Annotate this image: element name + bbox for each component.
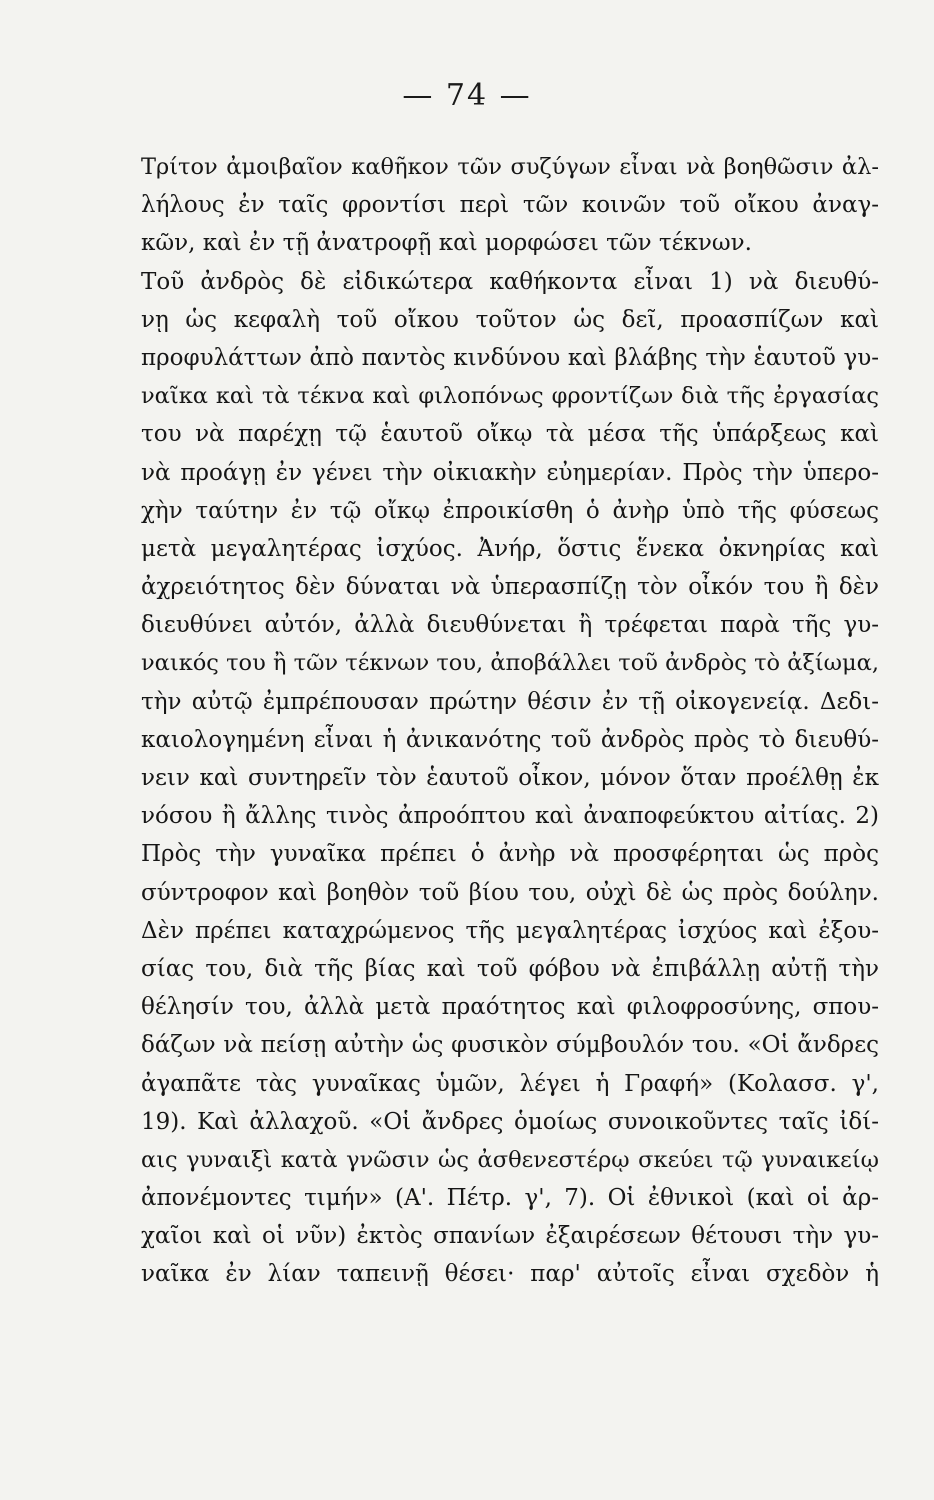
text-line: χαῖοι καὶ οἱ νῦν) ἐκτὸς σπανίων ἐξαιρέσεων θέτουσι τὴν γυ-: [141, 1223, 879, 1250]
text-line: δάζων νὰ πείσῃ αὐτὴν ὡς φυσικὸν σύμβουλόν του. «Οἱ ἄνδρες: [141, 1032, 879, 1059]
text-line: νῃ ὡς κεφαλὴ τοῦ οἴκου τοῦτον ὡς δεῖ, προασπίζων καὶ: [141, 306, 879, 333]
text-line: σίας του, διὰ τῆς βίας καὶ τοῦ φόβου νὰ ἐπιβάλλῃ αὐτῇ τὴν: [141, 955, 879, 982]
text-line: προφυλάττων ἀπὸ παντὸς κινδύνου καὶ βλάβης τὴν ἑαυτοῦ γυ-: [141, 344, 879, 371]
page-number: — 74 —: [402, 78, 532, 113]
text-line: θέλησίν του, ἀλλὰ μετὰ πραότητος καὶ φιλοφροσύνης, σπου-: [141, 994, 879, 1021]
text-line: Δὲν πρέπει καταχρώμενος τῆς μεγαλητέρας ἰσχύος καὶ ἐξου-: [141, 917, 879, 944]
text-line: σύντροφον καὶ βοηθὸν τοῦ βίου του, οὐχὶ δὲ ὡς πρὸς δούλην.: [141, 879, 879, 906]
text-line: 19). Καὶ ἀλλαχοῦ. «Οἱ ἄνδρες ὁμοίως συνοικοῦντες ταῖς ἰδί-: [141, 1108, 879, 1135]
text-line: του νὰ παρέχῃ τῷ ἑαυτοῦ οἴκῳ τὰ μέσα τῆς ὑπάρξεως καὶ: [141, 421, 879, 448]
text-line: κῶν, καὶ ἐν τῇ ἀνατροφῇ καὶ μορφώσει τῶν τέκνων.: [141, 230, 752, 257]
text-line: ναικός του ἢ τῶν τέκνων του, ἀποβάλλει τοῦ ἀνδρὸς τὸ ἀξίωμα,: [141, 650, 879, 677]
text-line: λήλους ἐν ταῖς φροντίσι περὶ τῶν κοινῶν τοῦ οἴκου ἀναγ-: [141, 192, 879, 219]
text-line: νόσου ἢ ἄλλης τινὸς ἀπροόπτου καὶ ἀναποφεύκτου αἰτίας. 2): [141, 803, 879, 830]
text-line: Πρὸς τὴν γυναῖκα πρέπει ὁ ἀνὴρ νὰ προσφέρηται ὡς πρὸς: [141, 841, 879, 868]
text-line: αις γυναιξὶ κατὰ γνῶσιν ὡς ἀσθενεστέρῳ σκεύει τῷ γυναικείῳ: [141, 1146, 879, 1173]
text-line: καιολογημένη εἶναι ἡ ἀνικανότης τοῦ ἀνδρὸς πρὸς τὸ διευθύ-: [141, 726, 879, 753]
text-line: ναῖκα καὶ τὰ τέκνα καὶ φιλοπόνως φροντίζων διὰ τῆς ἐργασίας: [141, 383, 879, 410]
text-line: ἀχρειότητος δὲν δύναται νὰ ὑπερασπίζῃ τὸν οἶκόν του ἢ δὲν: [141, 574, 879, 601]
text-line: ἀγαπᾶτε τὰς γυναῖκας ὑμῶν, λέγει ἡ Γραφή» (Κολασσ. γ',: [141, 1070, 879, 1097]
text-line: ναῖκα ἐν λίαν ταπεινῇ θέσει· παρ' αὐτοῖς εἶναι σχεδὸν ἡ: [141, 1261, 879, 1288]
body-text: [141, 148, 879, 1294]
text-line: Τρίτον ἀμοιβαῖον καθῆκον τῶν συζύγων εἶναι νὰ βοηθῶσιν ἀλ-: [141, 154, 879, 180]
text-line: Τοῦ ἀνδρὸς δὲ εἰδικώτερα καθήκοντα εἶναι 1) νὰ διευθύ-: [141, 268, 879, 295]
text-line: ἀπονέμοντες τιμήν» (Α'. Πέτρ. γ', 7). Οἱ ἐθνικοὶ (καὶ οἱ ἀρ-: [141, 1185, 879, 1212]
text-line: νειν καὶ συντηρεῖν τὸν ἑαυτοῦ οἶκον, μόνον ὅταν προέλθῃ ἐκ: [141, 765, 879, 791]
text-line: τὴν αὐτῷ ἐμπρέπουσαν πρώτην θέσιν ἐν τῇ οἰκογενείᾳ. Δεδι-: [141, 688, 879, 715]
text-line: διευθύνει αὐτόν, ἀλλὰ διευθύνεται ἢ τρέφεται παρὰ τῆς γυ-: [141, 612, 879, 639]
text-line: νὰ προάγῃ ἐν γένει τὴν οἰκιακὴν εὐημερίαν. Πρὸς τὴν ὑπερο-: [141, 459, 879, 486]
text-line: χὴν ταύτην ἐν τῷ οἴκῳ ἐπροικίσθη ὁ ἀνὴρ ὑπὸ τῆς φύσεως: [141, 497, 879, 524]
text-line: μετὰ μεγαλητέρας ἰσχύος. Ἀνήρ, ὅστις ἕνεκα ὀκνηρίας καὶ: [141, 535, 879, 562]
